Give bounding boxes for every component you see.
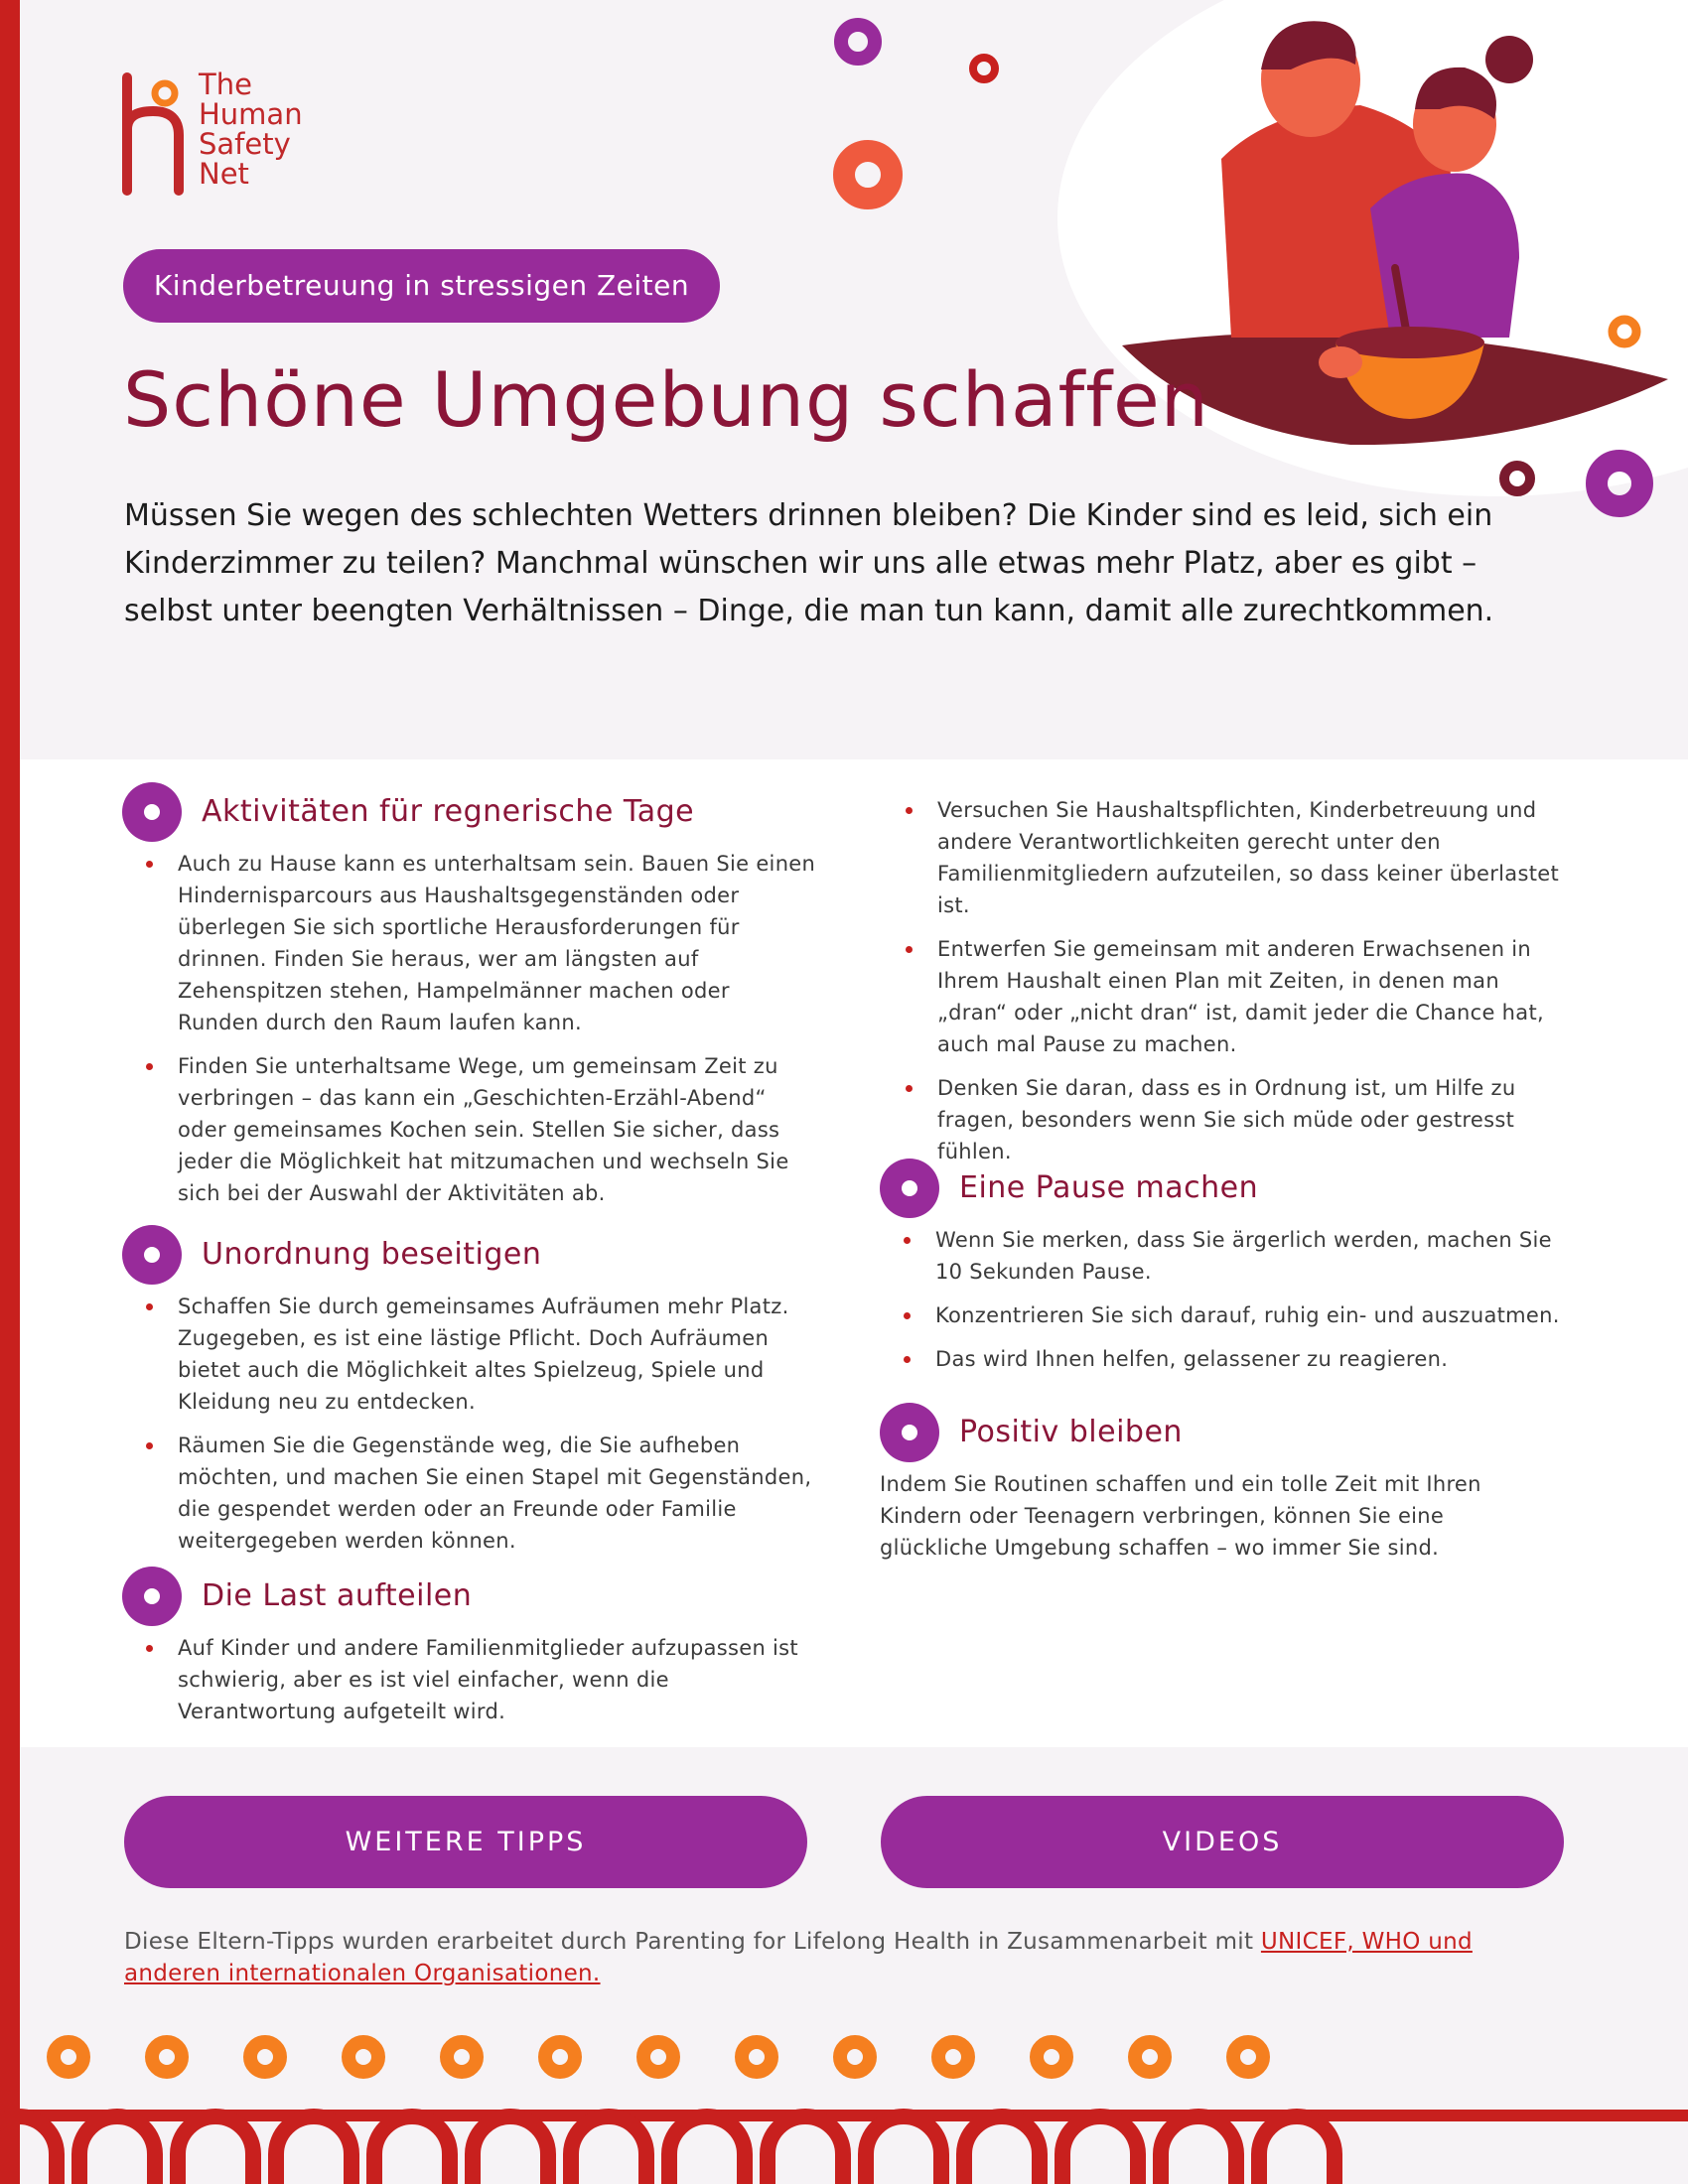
section-title: Unordnung beseitigen [202,1237,542,1272]
videos-button[interactable]: VIDEOS [881,1796,1564,1888]
decor-arch [178,2116,253,2184]
decor-arch [374,2116,450,2184]
decor-ring-icon [840,2042,870,2072]
decor-band [0,2110,1688,2121]
decor-ring-icon [1233,2042,1263,2072]
decor-arch [1259,2116,1335,2184]
bullet-icon [146,1063,153,1070]
decor-ring-icon [967,52,1001,85]
decor-ring-icon [250,2042,280,2072]
section-clutter [122,1225,817,1569]
decor-arch [1062,2116,1138,2184]
credit-note: Diese Eltern-Tipps wurden erarbeitet durch Parenting for Lifelong Health in Zusammenarbeit mit UNICEF, WHO und anderen internationalen Organisationen. [124,1929,1473,1986]
decor-arch [964,2116,1040,2184]
positive-paragraph: Indem Sie Routinen schaffen und ein tolle Zeit mit Ihren Kindern oder Teenagern verbringen, können Sie eine glückliche Umgebung schaffen – wo immer Sie sind. [880,1472,1481,1560]
section-title: Aktivitäten für regnerische Tage [202,794,695,829]
bullet-icon [906,807,913,814]
decor-arch [669,2116,745,2184]
list-item: Denken Sie daran, dass es in Ordnung ist, um Hilfe zu fragen, besonders wenn Sie sich müde oder gestresst fühlen. [882,1072,1567,1167]
intro-paragraph: Müssen Sie wegen des schlechten Wetters drinnen bleiben? Die Kinder sind es leid, sich ein Kinderzimmer zu teilen? Manchmal wünschen wir uns alle etwas mehr Platz, aber es gibt – selbst unter beengten Verhältnissen – Dinge, die man tun kann, damit alle zurechtkommen. [124,498,1494,628]
decor-arch [768,2116,843,2184]
credit-link[interactable]: UNICEF, WHO und anderen internationalen Organisationen. [124,1929,1473,1986]
decor-ring-icon [545,2042,575,2072]
decor-ring-icon [447,2042,477,2072]
decor-ring-icon [742,2042,772,2072]
brand-name [199,69,303,189]
section-title: Positiv bleiben [959,1415,1183,1449]
decor-arch [473,2116,548,2184]
decor-ring-icon [643,2042,673,2072]
bullet-icon [146,1645,153,1652]
section-share-load [122,1567,817,1739]
decor-arch [79,2116,155,2184]
section-title: Eine Pause machen [959,1170,1259,1205]
decor-ring-icon [1037,2042,1066,2072]
section-rainy-days [122,782,817,1221]
bullet-icon [146,861,153,868]
section-title: Die Last aufteilen [202,1578,473,1613]
page-title: Schöne Umgebung schaffen [123,355,1209,444]
decor-arch [276,2116,352,2184]
bullet-icon [904,1312,911,1319]
decor-ring-icon [349,2042,378,2072]
list-item: Schaffen Sie durch gemeinsames Aufräumen mehr Platz. Zugegeben, es ist eine lästige Pflicht. Doch Aufräumen bietet auch die Möglichkeit altes Spielzeug, Spiele und Kleidung neu zu entdecken. [122,1291,817,1418]
brand-line: Net [199,157,249,191]
section-pause [880,1159,1565,1387]
decor-arch [1161,2116,1236,2184]
list-item: Finden Sie unterhaltsame Wege, um gemeinsam Zeit zu verbringen – das kann ein „Geschichten-Erzähl-Abend“ oder gemeinsames Kochen sein. Stellen Sie sicher, dass jeder die Möglichkeit hat mitzumachen und wechseln Sie sich bei der Auswahl der Aktivitäten ab. [122,1050,817,1209]
decor-ring-icon [832,139,904,210]
decorative-border [0,2015,1688,2184]
decor-ring-icon [832,16,884,68]
bullet-icon [904,1356,911,1363]
list-item: Konzentrieren Sie sich darauf, ruhig ein- und auszuatmen. [880,1299,1565,1331]
list-item: Versuchen Sie Haushaltspflichten, Kinderbetreuung und andere Verantwortlichkeiten gerecht unter den Familienmitgliedern aufzuteilen, so dass keiner überlastet ist. [882,794,1567,921]
bullet-icon [146,1442,153,1449]
decor-ring-icon [938,2042,968,2072]
decor-ring-icon [1585,449,1654,518]
list-item: Wenn Sie merken, dass Sie ärgerlich werden, machen Sie 10 Sekunden Pause. [880,1224,1565,1288]
list-item: Entwerfen Sie gemeinsam mit anderen Erwachsenen in Ihrem Haushalt einen Plan mit Zeiten, in denen man „dran“ oder „nicht dran“ ist, damit jeder die Chance hat, auch mal Pause zu machen. [882,933,1567,1060]
left-accent-bar [0,0,20,2184]
list-item: Auch zu Hause kann es unterhaltsam sein. Bauen Sie einen Hindernisparcours aus Haushaltsgegenständen oder überlegen Sie sich sportliche Herausforderungen für drinnen. Finden Sie heraus, wer am längsten auf Zehenspitzen stehen, Hampelmänner machen oder Runden durch den Raum laufen kann. [122,848,817,1038]
brand-line: The [199,68,252,101]
section-bullet-icon [880,1159,939,1218]
decor-ring-icon [54,2042,83,2072]
section-share-load-continued [882,794,1567,1179]
decor-arch [571,2116,646,2184]
more-tips-button[interactable]: WEITERE TIPPS [124,1796,807,1888]
decor-ring-icon [152,2042,182,2072]
list-item: Räumen Sie die Gegenstände weg, die Sie aufheben möchten, und machen Sie einen Stapel mit Gegenständen, die gespendet werden oder an Freunde oder Familie weitergegeben werden können. [122,1430,817,1557]
bullet-icon [906,1085,913,1092]
list-item: Auf Kinder und andere Familienmitglieder aufzupassen ist schwierig, aber es ist viel einfacher, wenn die Verantwortung aufgeteilt wird. [122,1632,817,1727]
decor-ring-icon [1135,2042,1165,2072]
decor-arch [0,2116,57,2184]
list-item: Das wird Ihnen helfen, gelassener zu reagieren. [880,1343,1565,1375]
brand-line: Safety [199,127,291,161]
bullet-icon [906,946,913,953]
section-bullet-icon [122,1225,182,1285]
section-bullet-icon [880,1403,939,1462]
topic-pill: Kinderbetreuung in stressigen Zeiten [123,249,720,323]
decor-arch [866,2116,941,2184]
brand-line: Human [199,97,303,131]
section-bullet-icon [122,782,182,842]
bullet-icon [146,1303,153,1310]
section-bullet-icon [122,1567,182,1626]
section-positive [880,1403,1555,1564]
bullet-icon [904,1237,911,1244]
